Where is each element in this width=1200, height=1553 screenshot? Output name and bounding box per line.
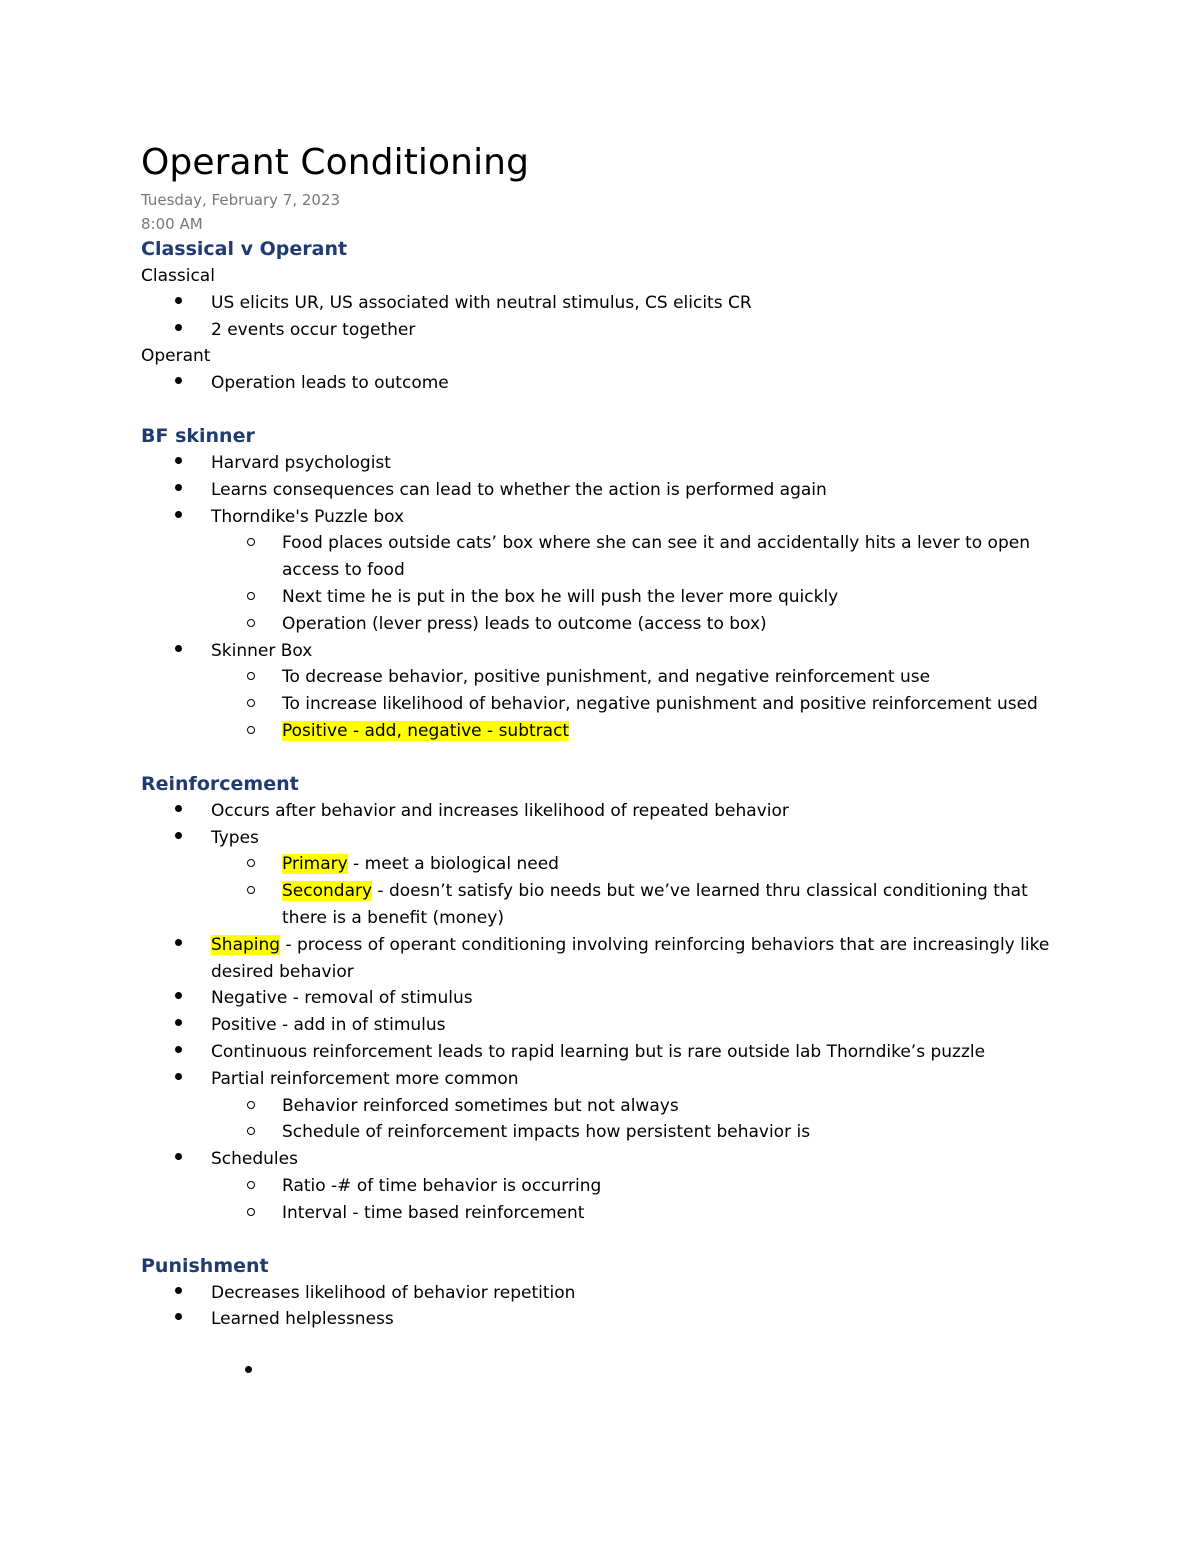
classical-list (141, 290, 1071, 344)
sub-list-item: Schedule of reinforcement impacts how persistent behavior is (141, 1119, 1071, 1146)
list-item: Decreases likelihood of behavior repetition (141, 1280, 1071, 1307)
list-item: Positive - add in of stimulus (141, 1012, 1071, 1039)
operant-list (141, 370, 1071, 397)
sub-list-item: Next time he is put in the box he will push the lever more quickly (141, 584, 1071, 611)
sub-list-item: To decrease behavior, positive punishment, and negative reinforcement use (141, 664, 1071, 691)
note-page (141, 138, 1071, 1386)
list-item: Partial reinforcement more common (141, 1066, 1071, 1093)
highlighted-text: Positive - add, negative - subtract (282, 720, 570, 741)
sub-list-item: Interval - time based reinforcement (141, 1200, 1071, 1227)
bf-skinner-list (141, 450, 1071, 745)
heading-reinforcement: Reinforcement (141, 772, 299, 795)
sub-list-item: Ratio -# of time behavior is occurring (141, 1173, 1071, 1200)
sub-list-item: To increase likelihood of behavior, negative punishment and positive reinforcement used (141, 691, 1071, 718)
list-item (141, 932, 1071, 986)
list-item: Learned helplessness (141, 1306, 1071, 1333)
heading-bf-skinner: BF skinner (141, 424, 255, 447)
list-item: Negative - removal of stimulus (141, 985, 1071, 1012)
punishment-list (141, 1280, 1071, 1386)
list-item: Thorndike's Puzzle box (141, 504, 1071, 531)
shaping-definition: - process of operant conditioning involving reinforcing behaviors that are increasingly like desired behavior (211, 934, 1050, 982)
note-time: 8:00 AM (141, 215, 203, 233)
sub-list-item: Food places outside cats’ box where she can see it and accidentally hits a lever to open access to food (141, 530, 1071, 584)
heading-classical-v-operant: Classical v Operant (141, 238, 348, 260)
sub-list-item: Operation (lever press) leads to outcome (access to box) (141, 611, 1071, 638)
list-item: Continuous reinforcement leads to rapid learning but is rare outside lab Thorndike’s puzzle (141, 1039, 1071, 1066)
list-item: Skinner Box (141, 638, 1071, 665)
empty-list-item[interactable] (141, 1359, 1071, 1386)
list-item: Types (141, 825, 1071, 852)
highlighted-term-secondary: Secondary (282, 881, 373, 902)
operant-label: Operant (141, 346, 211, 367)
reinforcement-list (141, 798, 1071, 1227)
sub-list-item (141, 878, 1071, 932)
sub-list-item (141, 851, 1071, 878)
list-item: US elicits UR, US associated with neutral stimulus, CS elicits CR (141, 290, 1071, 317)
heading-punishment: Punishment (141, 1254, 269, 1277)
note-date: Tuesday, February 7, 2023 (141, 191, 341, 209)
classical-label: Classical (141, 266, 215, 286)
sub-list-item: Behavior reinforced sometimes but not always (141, 1093, 1071, 1120)
list-item: Occurs after behavior and increases likelihood of repeated behavior (141, 798, 1071, 825)
highlighted-term-shaping: Shaping (211, 934, 281, 955)
sub-list-item-highlighted (141, 718, 1071, 745)
list-item: Operation leads to outcome (141, 370, 1071, 397)
secondary-definition: - doesn’t satisfy bio needs but we’ve learned thru classical conditioning that there is a benefit (money) (282, 881, 1028, 928)
list-item: 2 events occur together (141, 317, 1071, 344)
page-title: Operant Conditioning (141, 142, 530, 183)
primary-definition: - meet a biological need (347, 854, 559, 875)
highlighted-term-primary: Primary (282, 854, 348, 875)
list-item: Schedules (141, 1146, 1071, 1173)
list-item: Harvard psychologist (141, 450, 1071, 477)
list-item: Learns consequences can lead to whether the action is performed again (141, 477, 1071, 504)
